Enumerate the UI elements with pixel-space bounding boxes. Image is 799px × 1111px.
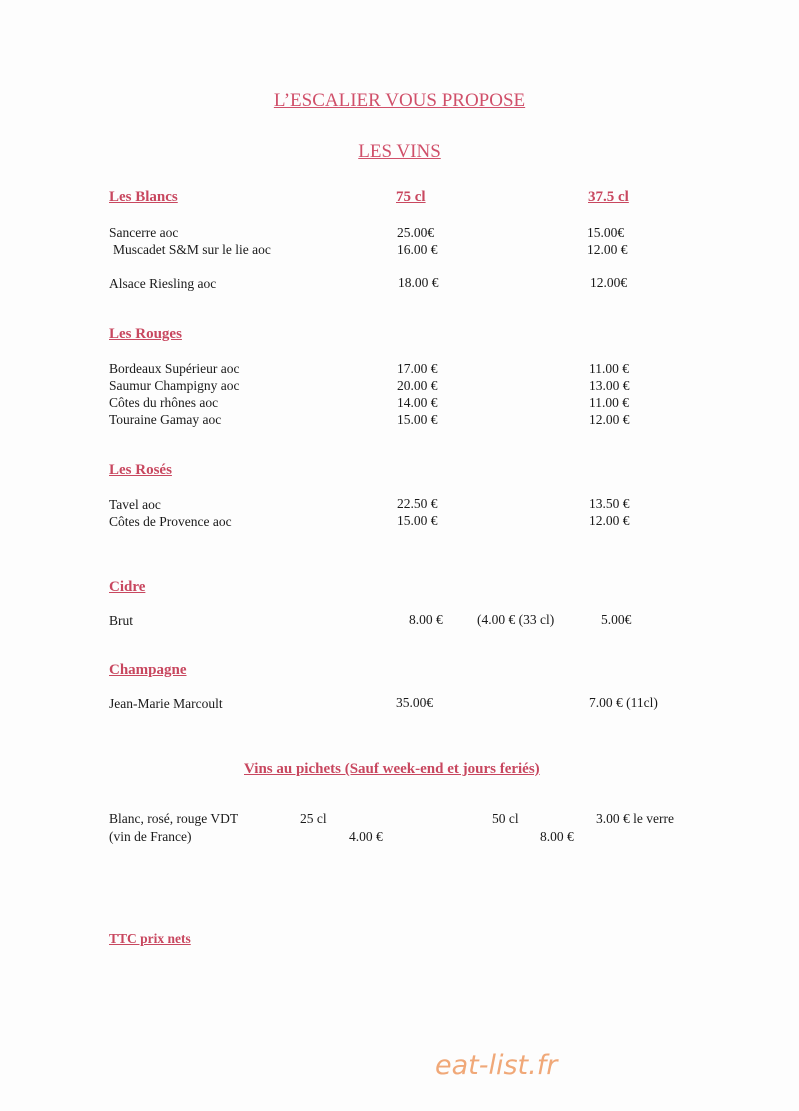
price-375cl: 13.50 €: [589, 496, 630, 511]
section-heading-roses: Les Rosés: [109, 462, 172, 478]
section-heading-blancs: Les Blancs: [109, 189, 178, 205]
price-75cl: 22.50 €: [397, 496, 438, 511]
price-75cl: 17.00 €: [397, 361, 438, 376]
price-375cl: 12.00 €: [589, 412, 630, 427]
price-glass: 5.00€: [601, 612, 632, 627]
section-heading-champagne: Champagne: [109, 662, 187, 678]
price-375cl: 12.00 €: [589, 513, 630, 528]
price-75cl: 15.00 €: [397, 513, 438, 528]
price-375cl: 12.00 €: [587, 242, 628, 257]
price-75cl: 14.00 €: [397, 395, 438, 410]
price-375cl: 11.00 €: [589, 361, 629, 376]
section-heading-cidre: Cidre: [109, 579, 146, 595]
price-375cl: 11.00 €: [589, 395, 629, 410]
section-heading-pichets: Vins au pichets (Sauf week-end et jours feriés): [244, 761, 540, 777]
price-75cl: 25.00€: [397, 225, 435, 240]
section-heading-rouges: Les Rouges: [109, 326, 182, 342]
wine-name: Saumur Champigny aoc: [109, 378, 240, 393]
watermark-logo: eat-list.fr: [435, 1050, 558, 1081]
price-75cl: 18.00 €: [398, 275, 439, 290]
pichet-size-25cl: 25 cl: [300, 811, 327, 826]
pichet-wine-name: Blanc, rosé, rouge VDT: [109, 811, 239, 826]
price-small-bottle: (4.00 € (33 cl): [477, 612, 555, 627]
column-header-75cl: 75 cl: [396, 189, 426, 205]
price-75cl: 20.00 €: [397, 378, 438, 393]
wine-name: Bordeaux Supérieur aoc: [109, 361, 240, 376]
wine-name: Sancerre aoc: [109, 225, 179, 240]
wine-name: Muscadet S&M sur le lie aoc: [113, 242, 271, 257]
price-glass: 7.00 € (11cl): [589, 695, 658, 710]
price-75cl: 16.00 €: [397, 242, 438, 257]
wine-name: Côtes du rhônes aoc: [109, 395, 219, 410]
wine-name: Tavel aoc: [109, 497, 161, 512]
wine-name: Côtes de Provence aoc: [109, 514, 232, 529]
pichet-price-glass: 3.00 € le verre: [596, 811, 674, 826]
page-subtitle: LES VINS: [358, 141, 441, 162]
price-75cl: 15.00 €: [397, 412, 438, 427]
wine-name: Touraine Gamay aoc: [109, 412, 222, 427]
column-header-375cl: 37.5 cl: [588, 189, 629, 205]
wine-name: Alsace Riesling aoc: [109, 276, 217, 291]
wine-name: Jean-Marie Marcoult: [109, 696, 223, 711]
page-title: L’ESCALIER VOUS PROPOSE: [273, 90, 526, 111]
pichet-price-50cl: 8.00 €: [540, 829, 574, 844]
price-75cl: 35.00€: [396, 695, 434, 710]
price-375cl: 12.00€: [590, 275, 628, 290]
pichet-size-50cl: 50 cl: [492, 811, 519, 826]
footer-note: TTC prix nets: [109, 931, 191, 946]
price-bottle: 8.00 €: [409, 612, 443, 627]
price-375cl: 15.00€: [587, 225, 625, 240]
pichet-wine-origin: (vin de France): [109, 829, 192, 844]
wine-name: Brut: [109, 613, 134, 628]
price-375cl: 13.00 €: [589, 378, 630, 393]
pichet-price-25cl: 4.00 €: [349, 829, 383, 844]
